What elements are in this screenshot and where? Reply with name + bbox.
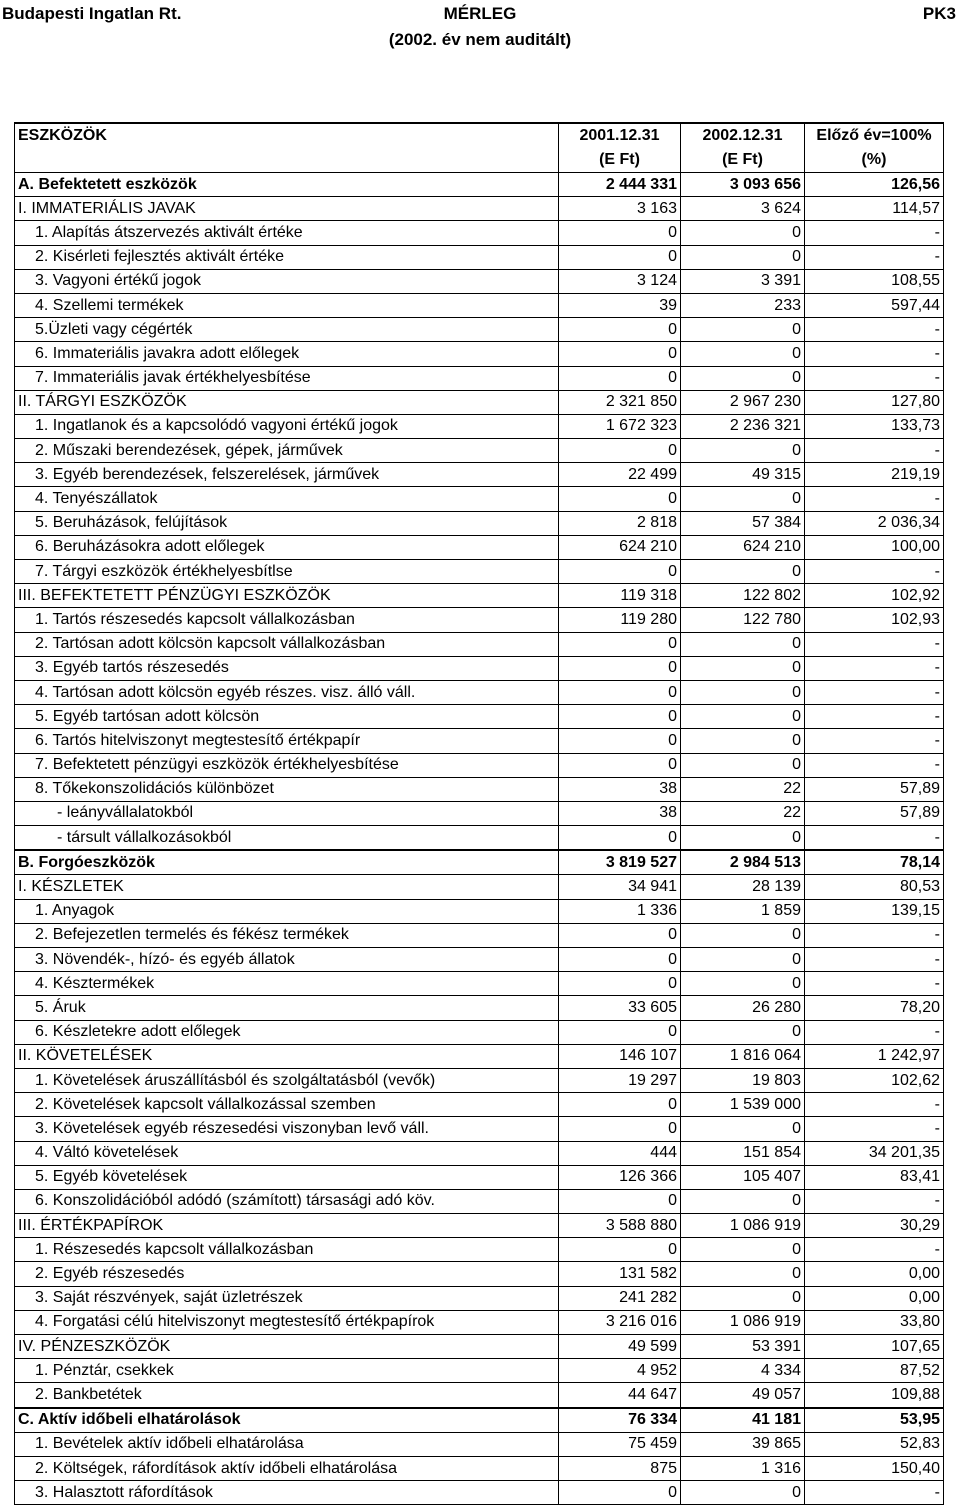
row-label: 5.Üzleti vagy cégérték (15, 318, 559, 342)
value-index: - (805, 1189, 944, 1213)
report-code: PK3 (922, 4, 956, 23)
value-2001: 2 818 (559, 511, 681, 535)
row-label: 6. Készletekre adott előlegek (15, 1020, 559, 1044)
value-2002: 0 (681, 656, 805, 680)
value-index: - (805, 632, 944, 656)
row-label: 1. Tartós részesedés kapcsolt vállalkozásban (15, 608, 559, 632)
value-index: 53,95 (805, 1408, 944, 1433)
value-2001: 0 (559, 1238, 681, 1262)
table-row (15, 511, 944, 535)
value-2001: 241 282 (559, 1286, 681, 1310)
value-2001: 1 336 (559, 899, 681, 923)
value-2001: 1 672 323 (559, 414, 681, 438)
table-units-row (15, 148, 944, 173)
table-row (15, 1481, 944, 1505)
value-2001: 0 (559, 729, 681, 753)
value-2001: 34 941 (559, 875, 681, 899)
table-row (15, 1286, 944, 1310)
column-header-assets: ESZKÖZÖK (15, 123, 559, 148)
table-row (15, 996, 944, 1020)
value-2001: 0 (559, 487, 681, 511)
table-row (15, 1020, 944, 1044)
value-2001: 2 444 331 (559, 173, 681, 197)
value-index: 100,00 (805, 535, 944, 559)
table-row (15, 1117, 944, 1141)
row-label: 6. Beruházásokra adott előlegek (15, 535, 559, 559)
value-2001: 3 163 (559, 197, 681, 221)
table-row (15, 463, 944, 487)
table-row (15, 608, 944, 632)
row-label: 3. Halasztott ráfordítások (15, 1481, 559, 1505)
value-2001: 39 (559, 293, 681, 317)
row-label: 7. Tárgyi eszközök értékhelyesbítlse (15, 560, 559, 584)
value-2002: 0 (681, 705, 805, 729)
row-label: 3. Egyéb tartós részesedés (15, 656, 559, 680)
value-2002: 0 (681, 1286, 805, 1310)
value-2001: 3 588 880 (559, 1214, 681, 1238)
value-2002: 39 865 (681, 1432, 805, 1456)
value-2001: 0 (559, 826, 681, 851)
value-index: - (805, 680, 944, 704)
table-row (15, 293, 944, 317)
row-label: 6. Immateriális javakra adott előlegek (15, 342, 559, 366)
value-index: - (805, 729, 944, 753)
value-2001: 624 210 (559, 535, 681, 559)
column-header-2001: 2001.12.31 (559, 123, 681, 148)
value-index: 107,65 (805, 1335, 944, 1359)
value-2001: 3 216 016 (559, 1310, 681, 1334)
value-index: 102,93 (805, 608, 944, 632)
value-2002: 22 (681, 801, 805, 825)
row-label: 4. Forgatási célú hitelviszonyt megtestesítő értékpapírok (15, 1310, 559, 1334)
value-2001: 44 647 (559, 1383, 681, 1408)
value-index: - (805, 487, 944, 511)
table-row (15, 632, 944, 656)
row-label: 2. Követelések kapcsolt vállalkozással szemben (15, 1093, 559, 1117)
value-index: - (805, 439, 944, 463)
value-2001: 38 (559, 801, 681, 825)
row-label: 5. Egyéb tartósan adott kölcsön (15, 705, 559, 729)
value-2001: 119 318 (559, 584, 681, 608)
row-label: 6. Konszolidációból adódó (számított) társasági adó köv. (15, 1189, 559, 1213)
value-2002: 0 (681, 487, 805, 511)
value-2001: 22 499 (559, 463, 681, 487)
value-2001: 4 952 (559, 1359, 681, 1383)
value-2002: 0 (681, 560, 805, 584)
value-2002: 0 (681, 439, 805, 463)
value-2001: 0 (559, 221, 681, 245)
value-2001: 444 (559, 1141, 681, 1165)
table-row (15, 221, 944, 245)
column-header-index: Előző év=100% (805, 123, 944, 148)
row-label: I. KÉSZLETEK (15, 875, 559, 899)
value-2002: 122 802 (681, 584, 805, 608)
value-index: - (805, 366, 944, 390)
value-index: - (805, 705, 944, 729)
value-index: 102,62 (805, 1068, 944, 1092)
value-2001: 131 582 (559, 1262, 681, 1286)
value-2001: 75 459 (559, 1432, 681, 1456)
value-2002: 105 407 (681, 1165, 805, 1189)
value-index: 126,56 (805, 173, 944, 197)
value-index: - (805, 221, 944, 245)
table-row (15, 390, 944, 414)
value-index: 87,52 (805, 1359, 944, 1383)
value-index: 34 201,35 (805, 1141, 944, 1165)
document-title: MÉRLEG (443, 4, 517, 23)
table-row (15, 1408, 944, 1433)
table-row (15, 1432, 944, 1456)
table-row (15, 875, 944, 899)
value-2002: 1 859 (681, 899, 805, 923)
value-2002: 53 391 (681, 1335, 805, 1359)
value-index: - (805, 318, 944, 342)
table-row (15, 245, 944, 269)
row-label: 2. Tartósan adott kölcsön kapcsolt vállalkozásban (15, 632, 559, 656)
row-label: 1. Pénztár, csekkek (15, 1359, 559, 1383)
value-2002: 233 (681, 293, 805, 317)
row-label: 4. Tartósan adott kölcsön egyéb részes. visz. álló váll. (15, 680, 559, 704)
value-index: 80,53 (805, 875, 944, 899)
row-label: 1. Anyagok (15, 899, 559, 923)
value-index: 108,55 (805, 269, 944, 293)
value-2001: 0 (559, 245, 681, 269)
table-row (15, 972, 944, 996)
value-2001: 0 (559, 1020, 681, 1044)
value-2002: 26 280 (681, 996, 805, 1020)
value-2002: 28 139 (681, 875, 805, 899)
table-row (15, 729, 944, 753)
value-2001: 0 (559, 366, 681, 390)
table-row (15, 826, 944, 851)
table-row (15, 1359, 944, 1383)
row-label: IV. PÉNZESZKÖZÖK (15, 1335, 559, 1359)
table-header-row (15, 123, 944, 148)
row-label: I. IMMATERIÁLIS JAVAK (15, 197, 559, 221)
value-2002: 0 (681, 221, 805, 245)
value-index: 150,40 (805, 1456, 944, 1480)
value-2001: 0 (559, 705, 681, 729)
value-2002: 0 (681, 1117, 805, 1141)
value-index: 1 242,97 (805, 1044, 944, 1068)
table-row (15, 535, 944, 559)
value-2002: 1 539 000 (681, 1093, 805, 1117)
table-row (15, 1383, 944, 1408)
unit-cell-2002: (E Ft) (681, 148, 805, 173)
value-2001: 0 (559, 680, 681, 704)
row-label: 1. Alapítás átszervezés aktivált értéke (15, 221, 559, 245)
table-row (15, 1310, 944, 1334)
row-label: II. KÖVETELÉSEK (15, 1044, 559, 1068)
row-label: 1. Ingatlanok és a kapcsolódó vagyoni értékű jogok (15, 414, 559, 438)
row-label: 7. Befektetett pénzügyi eszközök értékhelyesbítése (15, 753, 559, 777)
value-index: 0,00 (805, 1286, 944, 1310)
value-2001: 126 366 (559, 1165, 681, 1189)
value-2002: 41 181 (681, 1408, 805, 1433)
value-index: - (805, 972, 944, 996)
value-2002: 1 086 919 (681, 1310, 805, 1334)
row-label: 3. Követelések egyéb részesedési viszonyban levő váll. (15, 1117, 559, 1141)
value-2002: 0 (681, 1020, 805, 1044)
value-index: - (805, 948, 944, 972)
value-index: 139,15 (805, 899, 944, 923)
row-label: 2. Befejezetlen termelés és fékész termékek (15, 923, 559, 947)
value-2002: 2 984 513 (681, 850, 805, 875)
table-row (15, 197, 944, 221)
value-2001: 76 334 (559, 1408, 681, 1433)
table-row (15, 680, 944, 704)
value-2001: 875 (559, 1456, 681, 1480)
value-2002: 0 (681, 1262, 805, 1286)
value-2002: 19 803 (681, 1068, 805, 1092)
table-row (15, 923, 944, 947)
value-index: - (805, 826, 944, 851)
value-2001: 0 (559, 560, 681, 584)
row-label: 1. Követelések áruszállításból és szolgáltatásból (vevők) (15, 1068, 559, 1092)
value-2001: 0 (559, 1117, 681, 1141)
table-row (15, 656, 944, 680)
table-row (15, 899, 944, 923)
document-subtitle: (2002. év nem auditált) (388, 30, 572, 49)
row-label: 2. Kisérleti fejlesztés aktivált értéke (15, 245, 559, 269)
row-label: 5. Áruk (15, 996, 559, 1020)
table-row (15, 1141, 944, 1165)
value-index: - (805, 1481, 944, 1505)
table-row (15, 584, 944, 608)
value-index: 114,57 (805, 197, 944, 221)
table-row (15, 1189, 944, 1213)
table-row (15, 342, 944, 366)
row-label: 2. Műszaki berendezések, gépek, járművek (15, 439, 559, 463)
row-label: 5. Beruházások, felújítások (15, 511, 559, 535)
value-2002: 0 (681, 318, 805, 342)
value-index: 2 036,34 (805, 511, 944, 535)
value-2002: 0 (681, 342, 805, 366)
value-2001: 0 (559, 318, 681, 342)
value-2002: 0 (681, 826, 805, 851)
value-index: 597,44 (805, 293, 944, 317)
value-index: 52,83 (805, 1432, 944, 1456)
table-row (15, 439, 944, 463)
value-2001: 2 321 850 (559, 390, 681, 414)
value-2001: 33 605 (559, 996, 681, 1020)
value-index: - (805, 1093, 944, 1117)
value-2001: 0 (559, 1189, 681, 1213)
company-name: Budapesti Ingatlan Rt. (2, 4, 182, 23)
value-index: 133,73 (805, 414, 944, 438)
value-2002: 49 315 (681, 463, 805, 487)
row-label: 4. Késztermékek (15, 972, 559, 996)
unit-cell-label (15, 148, 559, 173)
value-index: - (805, 1238, 944, 1262)
table-row (15, 753, 944, 777)
table-row (15, 705, 944, 729)
row-label: - társult vállalkozásokból (15, 826, 559, 851)
value-2002: 0 (681, 923, 805, 947)
table-row (15, 560, 944, 584)
value-2002: 1 316 (681, 1456, 805, 1480)
unit-cell-index: (%) (805, 148, 944, 173)
value-2002: 0 (681, 948, 805, 972)
table-row (15, 1044, 944, 1068)
balance-sheet-table (14, 122, 944, 1505)
value-2001: 0 (559, 632, 681, 656)
value-index: - (805, 753, 944, 777)
value-index: 83,41 (805, 1165, 944, 1189)
value-2001: 3 819 527 (559, 850, 681, 875)
table-row (15, 801, 944, 825)
table-row (15, 414, 944, 438)
value-2001: 0 (559, 948, 681, 972)
row-label: 3. Vagyoni értékű jogok (15, 269, 559, 293)
row-label: 4. Tenyészállatok (15, 487, 559, 511)
value-index: 57,89 (805, 777, 944, 801)
value-2002: 0 (681, 1238, 805, 1262)
value-2002: 122 780 (681, 608, 805, 632)
table-row (15, 1456, 944, 1480)
value-index: - (805, 1020, 944, 1044)
value-2002: 0 (681, 1481, 805, 1505)
value-index: 30,29 (805, 1214, 944, 1238)
value-index: 0,00 (805, 1262, 944, 1286)
value-2002: 151 854 (681, 1141, 805, 1165)
table-row (15, 366, 944, 390)
value-2002: 1 086 919 (681, 1214, 805, 1238)
table-row (15, 1214, 944, 1238)
value-index: 102,92 (805, 584, 944, 608)
table-row (15, 173, 944, 197)
value-index: - (805, 245, 944, 269)
value-index: - (805, 656, 944, 680)
table-row (15, 318, 944, 342)
column-header-2002: 2002.12.31 (681, 123, 805, 148)
row-label: 3. Saját részvények, saját üzletrészek (15, 1286, 559, 1310)
value-2002: 2 967 230 (681, 390, 805, 414)
value-index: - (805, 342, 944, 366)
row-label: 1. Részesedés kapcsolt vállalkozásban (15, 1238, 559, 1262)
value-index: 57,89 (805, 801, 944, 825)
table-row (15, 948, 944, 972)
value-2001: 0 (559, 656, 681, 680)
row-label: 2. Egyéb részesedés (15, 1262, 559, 1286)
value-2002: 1 816 064 (681, 1044, 805, 1068)
row-label: III. ÉRTÉKPAPÍROK (15, 1214, 559, 1238)
value-2001: 0 (559, 972, 681, 996)
value-2001: 38 (559, 777, 681, 801)
value-index: 78,14 (805, 850, 944, 875)
value-index: - (805, 560, 944, 584)
row-label: 7. Immateriális javak értékhelyesbítése (15, 366, 559, 390)
row-label: 3. Növendék-, hízó- és egyéb állatok (15, 948, 559, 972)
value-index: 78,20 (805, 996, 944, 1020)
value-index: 109,88 (805, 1383, 944, 1408)
row-label: 8. Tőkekonszolidációs különbözet (15, 777, 559, 801)
value-2002: 3 624 (681, 197, 805, 221)
row-label: 4. Váltó követelések (15, 1141, 559, 1165)
table-row (15, 1093, 944, 1117)
value-2001: 0 (559, 1481, 681, 1505)
table-row (15, 1068, 944, 1092)
row-label: 3. Egyéb berendezések, felszerelések, járművek (15, 463, 559, 487)
row-label: 4. Szellemi termékek (15, 293, 559, 317)
value-2002: 2 236 321 (681, 414, 805, 438)
table-row (15, 1262, 944, 1286)
value-index: - (805, 1117, 944, 1141)
row-label: 2. Bankbetétek (15, 1383, 559, 1408)
value-2001: 119 280 (559, 608, 681, 632)
value-2001: 0 (559, 439, 681, 463)
value-2002: 0 (681, 680, 805, 704)
value-2001: 0 (559, 923, 681, 947)
value-2001: 49 599 (559, 1335, 681, 1359)
value-2001: 3 124 (559, 269, 681, 293)
value-2002: 0 (681, 753, 805, 777)
value-2002: 0 (681, 632, 805, 656)
value-index: 33,80 (805, 1310, 944, 1334)
value-2002: 3 391 (681, 269, 805, 293)
value-2002: 0 (681, 729, 805, 753)
table-row (15, 777, 944, 801)
value-2002: 49 057 (681, 1383, 805, 1408)
row-label: B. Forgóeszközök (15, 850, 559, 875)
row-label: II. TÁRGYI ESZKÖZÖK (15, 390, 559, 414)
value-2002: 4 334 (681, 1359, 805, 1383)
value-index: 127,80 (805, 390, 944, 414)
value-2001: 19 297 (559, 1068, 681, 1092)
value-2002: 0 (681, 972, 805, 996)
row-label: 1. Bevételek aktív időbeli elhatárolása (15, 1432, 559, 1456)
table-row (15, 1238, 944, 1262)
row-label: A. Befektetett eszközök (15, 173, 559, 197)
value-2001: 0 (559, 1093, 681, 1117)
value-2002: 624 210 (681, 535, 805, 559)
table-row (15, 269, 944, 293)
table-row (15, 1335, 944, 1359)
row-label: - leányvállalatokból (15, 801, 559, 825)
value-index: 219,19 (805, 463, 944, 487)
table-row (15, 1165, 944, 1189)
table-row (15, 850, 944, 875)
value-2001: 0 (559, 342, 681, 366)
value-2001: 0 (559, 753, 681, 777)
unit-cell-2001: (E Ft) (559, 148, 681, 173)
row-label: III. BEFEKTETETT PÉNZÜGYI ESZKÖZÖK (15, 584, 559, 608)
value-2002: 0 (681, 366, 805, 390)
table-row (15, 487, 944, 511)
value-2001: 146 107 (559, 1044, 681, 1068)
row-label: 5. Egyéb követelések (15, 1165, 559, 1189)
row-label: 2. Költségek, ráfordítások aktív időbeli elhatárolása (15, 1456, 559, 1480)
row-label: 6. Tartós hitelviszonyt megtestesítő értékpapír (15, 729, 559, 753)
row-label: C. Aktív időbeli elhatárolások (15, 1408, 559, 1433)
value-2002: 22 (681, 777, 805, 801)
value-2002: 0 (681, 245, 805, 269)
value-index: - (805, 923, 944, 947)
value-2002: 57 384 (681, 511, 805, 535)
value-2002: 0 (681, 1189, 805, 1213)
value-2002: 3 093 656 (681, 173, 805, 197)
